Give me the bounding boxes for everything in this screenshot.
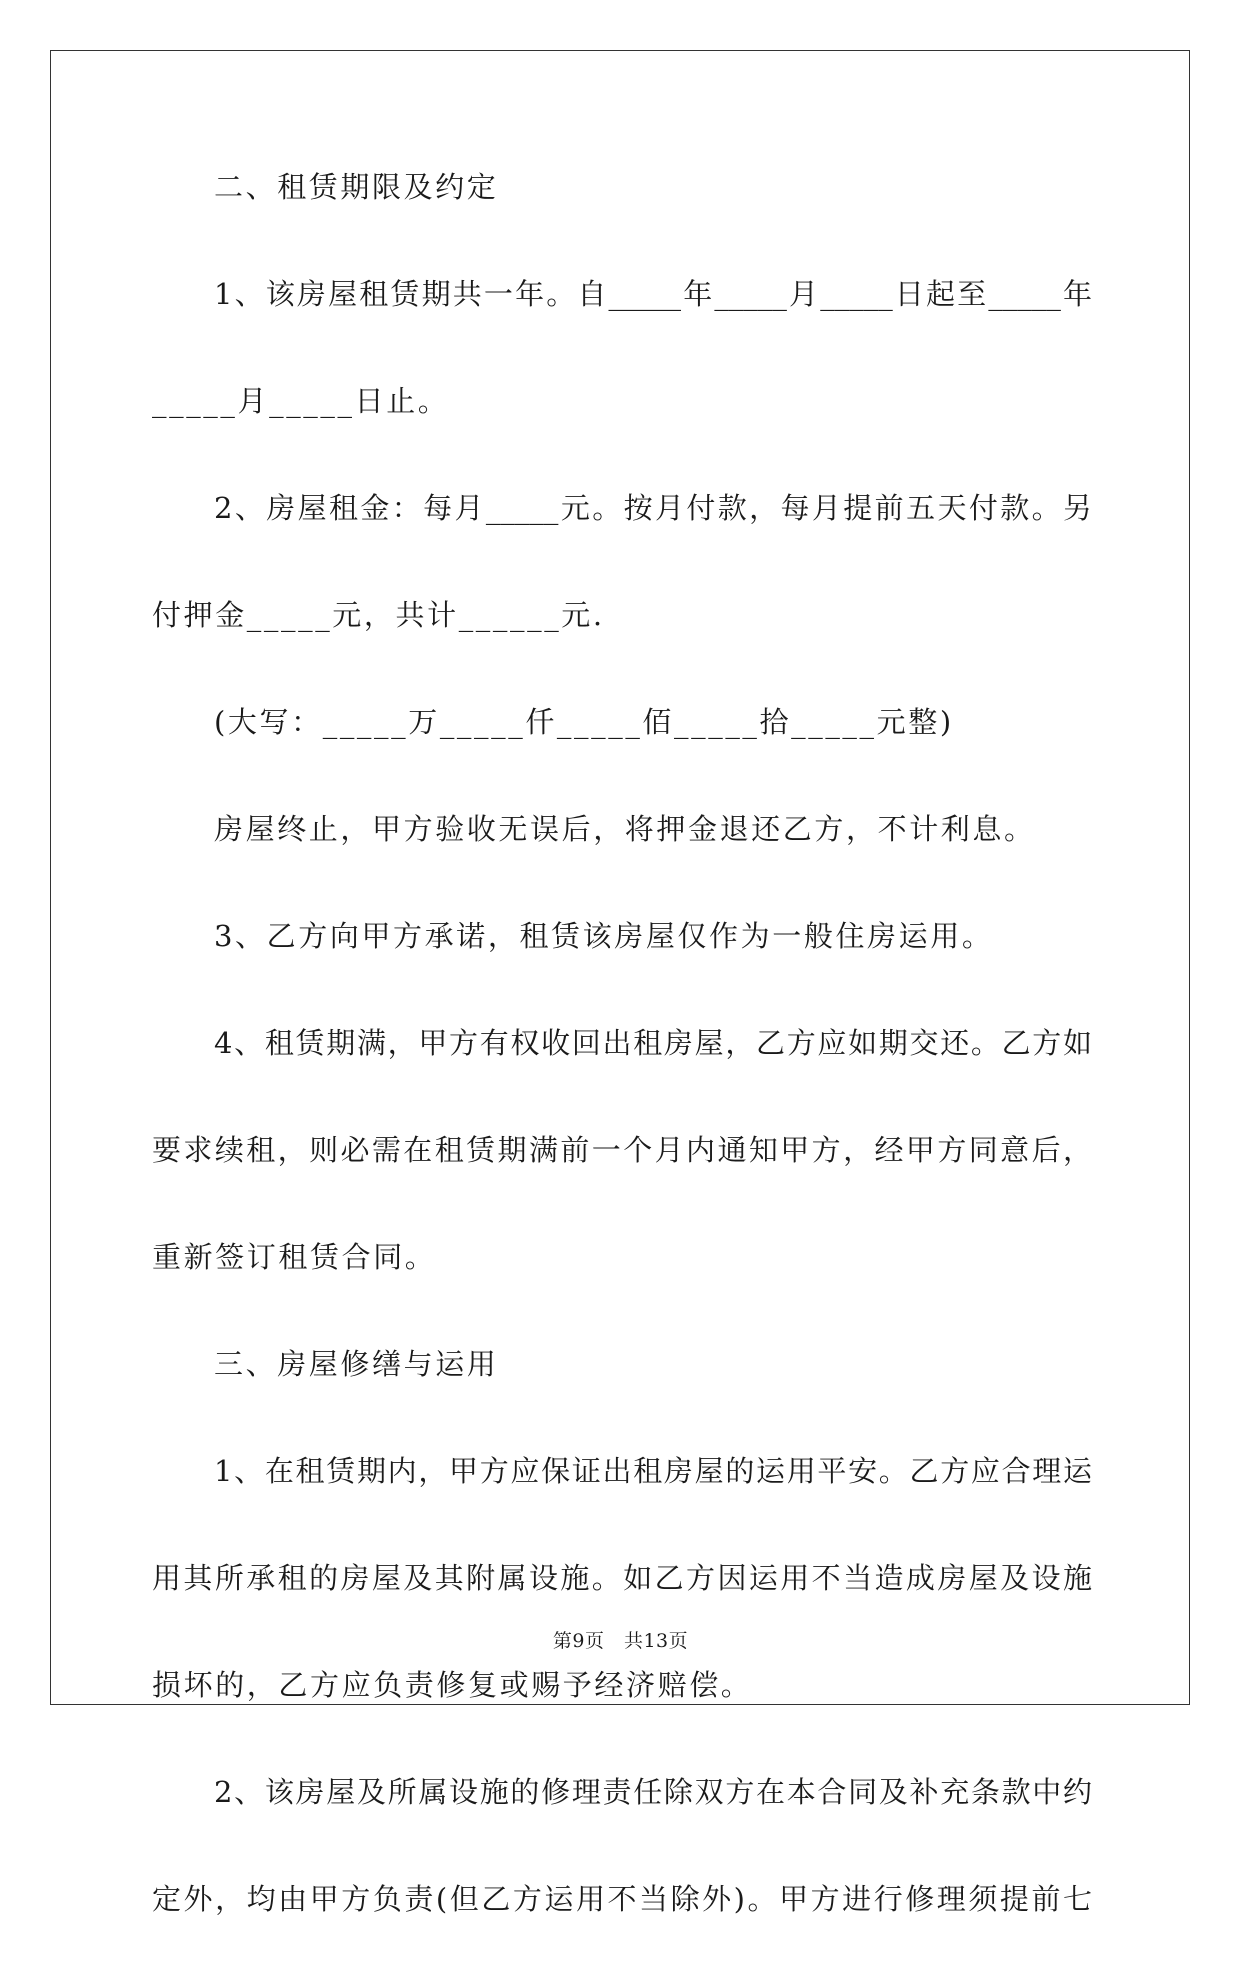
document-body (152, 160, 1092, 1979)
page-number: 第9页 共13页 (552, 1630, 689, 1652)
section-heading: 三、房屋修缮与运用 (214, 1347, 499, 1381)
paragraph-line: 4、租赁期满，甲方有权收回出租房屋，乙方应如期交还。乙方如 (214, 1026, 1092, 1060)
paragraph-line: 付押金_____元，共计______元. (152, 598, 605, 632)
paragraph-line: 1、在租赁期内，甲方应保证出租房屋的运用平安。乙方应合理运 (214, 1454, 1092, 1488)
section-heading: 二、租赁期限及约定 (214, 170, 499, 204)
page-footer (0, 1626, 1241, 1653)
paragraph-line: 2、房屋租金：每月_____元。按月付款，每月提前五天付款。另 (214, 491, 1092, 525)
paragraph-line: (大写：_____万_____仟_____佰_____拾_____元整) (214, 705, 954, 739)
paragraph-line: 重新签订租赁合同。 (152, 1240, 437, 1274)
paragraph-line: 定外，均由甲方负责(但乙方运用不当除外)。甲方进行修理须提前七 (152, 1882, 1092, 1916)
paragraph-line: 损坏的，乙方应负责修复或赐予经济赔偿。 (152, 1668, 753, 1702)
paragraph-line: 3、乙方向甲方承诺，租赁该房屋仅作为一般住房运用。 (214, 919, 994, 953)
paragraph-line: 要求续租，则必需在租赁期满前一个月内通知甲方，经甲方同意后， (152, 1133, 1092, 1167)
paragraph-line: 用其所承租的房屋及其附属设施。如乙方因运用不当造成房屋及设施 (152, 1561, 1092, 1595)
paragraph-line: 房屋终止，甲方验收无误后，将押金退还乙方，不计利息。 (214, 812, 1036, 846)
paragraph-line: 2、该房屋及所属设施的修理责任除双方在本合同及补充条款中约 (214, 1775, 1092, 1809)
paragraph-line: _____月_____日止。 (152, 384, 450, 418)
paragraph-line: 1、该房屋租赁期共一年。自_____年_____月_____日起至_____年 (214, 277, 1092, 311)
